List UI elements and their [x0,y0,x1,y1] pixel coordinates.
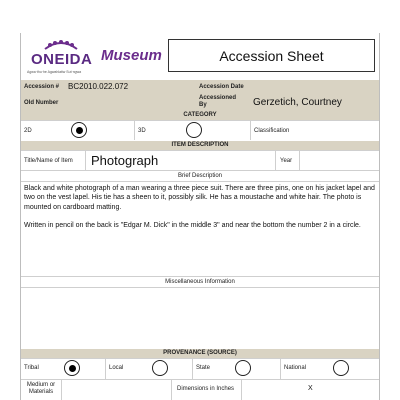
museum-label: Museum [101,47,162,64]
description-paragraph-2: Written in pencil on the back is "Edgar M. Dick" in the middle 3" and near the bottom the number 2 in a circle. [24,222,361,230]
description-text[interactable] [24,184,376,231]
logo-tagline: Agwa·thu·he Agwahlatiw Sut·ngwa [27,70,82,74]
oneida-logo [27,39,93,79]
title-name-label: Title/Name of Item [24,158,73,164]
accessioned-by-value[interactable]: Gerzetich, Courtney [253,97,342,108]
provenance-heading: PROVENANCE (SOURCE) [21,349,379,358]
radio-selected-dot [69,365,76,372]
radio-tribal[interactable] [64,360,80,376]
title-box [168,39,375,72]
accession-number-label: Accession # [24,84,60,90]
radio-3d[interactable] [186,122,202,138]
description-paragraph-1: Black and white photograph of a man wearing a three piece suit. There are three pins, one on his jacket lapel and two on the vest lapel. His tie has a sheen to it, possibly silk. He has a moustache and white hair. The photo is mounted on cardboard matting. [24,185,375,211]
radio-national[interactable] [333,360,349,376]
radio-selected-dot [76,127,83,134]
year-label: Year [280,158,293,164]
item-description-heading: ITEM DESCRIPTION [21,141,379,150]
title-name-value[interactable]: Photograph [91,153,159,168]
national-label: National [284,365,307,371]
accessioned-by-label: Accessioned By [199,95,237,108]
local-label: Local [109,365,124,371]
radio-local[interactable] [152,360,168,376]
radio-state[interactable] [235,360,251,376]
accession-date-label: Accession Date [199,84,244,90]
option-2d-label: 2D [24,128,32,134]
option-3d-label: 3D [138,128,146,134]
accession-number-value[interactable]: BC2010.022.072 [68,82,129,91]
accession-sheet [20,33,380,400]
medium-materials-value[interactable] [65,383,169,397]
classification-label: Classification [254,128,290,134]
old-number-label: Old Number [24,100,59,106]
misc-information-label: Miscellaneous Information [165,279,235,285]
logo-text: ONEIDA [31,51,93,68]
dimensions-separator: X [308,385,313,392]
dimensions-label: Dimensions in Inches [177,386,235,392]
tribal-label: Tribal [24,365,39,371]
radio-2d[interactable] [71,122,87,138]
state-label: State [196,365,211,371]
logo-emblem-icon [41,39,81,51]
sheet-title: Accession Sheet [219,48,324,64]
brief-description-label: Brief Description [177,173,222,179]
category-heading: CATEGORY [21,111,379,120]
medium-materials-label: Medium or Materials [26,382,56,395]
